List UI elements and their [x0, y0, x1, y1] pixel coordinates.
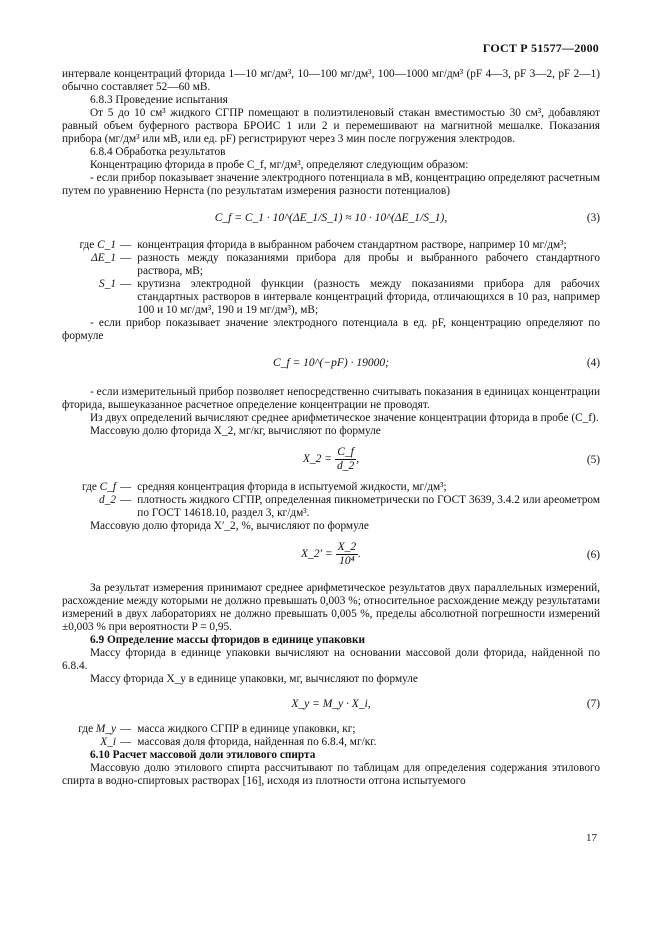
section-6-9-title: 6.9 Определение массы фторидов в единице упаковки [90, 634, 365, 646]
section-6-8-3-text: От 5 до 10 см³ жидкого СГПР помещают в полиэтиленовый стакан вместимостью 30 см³, добавляют равный объем буферного раствора БРОИС 1 или 2 и перемешивают на магнитной мешалке. Показания прибора (мг/дм³ или мВ, или ед. pF) регистрируют через 3 мин после погружения электродов. [62, 107, 600, 145]
formula-4-number: (4) [586, 357, 600, 369]
formula-6-number: (6) [586, 549, 600, 561]
section-6-10-title: 6.10 Расчет массовой доли этилового спирта [90, 749, 316, 761]
formula-7-definitions [62, 723, 376, 749]
definition-row: X_i — массовая доля фторида, найденная по 6.8.4, мг/кг. [100, 736, 377, 748]
definition-text: плотность жидкого СГПР, определенная пикнометрически по ГОСТ 3639, 3.4.2 или ареометром по ГОСТ 14618.10, раздел 3, кг/дм³. [137, 494, 600, 519]
formula-3-number: (3) [586, 212, 600, 224]
definition-symbol: M_y [95, 723, 116, 735]
definition-symbol: X_i [100, 736, 116, 748]
formula-3-definitions [62, 239, 600, 317]
definition-symbol: ΔE_1 [91, 252, 116, 264]
definition-row: где C_1 — концентрация фторида в выбранном рабочем стандартном растворе, например 10 мг/дм³; [62, 239, 600, 252]
definition-symbol: S_1 [99, 278, 116, 290]
formula-7-expression: X_y = M_y · X_i, [291, 698, 371, 710]
definition-symbol: d_2 [99, 494, 116, 506]
bullet-mv: - если прибор показывает значение электродного потенциала в мВ, концентрацию определяют расчетным путем по уравнению Нернста (по результатам измерения разности потенциалов) [62, 172, 600, 197]
section-6-8-3-title: 6.8.3 Проведение испытания [90, 94, 228, 106]
definition-text: разность между показаниями прибора для пробы и выбранного рабочего стандартного раствора, мВ; [137, 252, 600, 277]
document-id: ГОСТ Р 51577—2000 [482, 41, 599, 55]
formula-7-number: (7) [586, 698, 600, 710]
formula-7 [62, 698, 600, 711]
definition-text: крутизна электродной функции (разность между показаниями прибора для рабочих стандартных растворов в интервале концентраций фторида, отличающихся в 10 раз, например 100 и 10 мг/дм³, 190 и 19 мг/дм³), мВ; [137, 278, 600, 316]
definition-row: где M_y — масса жидкого СГПР в единице упаковки, кг; [62, 723, 376, 736]
definition-symbol: C_f [99, 481, 116, 493]
formula-5-definitions [62, 481, 600, 520]
section-6-9-text: Массу фторида в единице упаковки вычисляют на основании массовой доли фторида, найденной по 6.8.4. [62, 647, 600, 672]
definition-row: S_1 — крутизна электродной функции (разность между показаниями прибора для рабочих стандартных растворов в интервале концентраций фторида, отличающихся в 10 раз, например 100 и 10 мг/дм³, 190 и 19 мг/дм³), мВ; [99, 278, 600, 316]
bullet-direct: - если измерительный прибор позволяет непосредственно считывать показания в единицах концентрации фторида, вышеуказанное расчетное определение концентрации не проводят. [62, 386, 600, 411]
fraction: $\frac{X\_2}{\text{10⁴}}$ [337, 541, 357, 567]
definition-text: концентрация фторида в выбранном рабочем стандартном растворе, например 10 мг/дм³; [137, 239, 567, 251]
section-6-10-text: Массовую долю этилового спирта рассчитывают по таблицам для определения содержания этилового спирта в водно-спиртовых растворах [16], исходя из плотности отгона испытуемого [62, 762, 600, 787]
x2-prime-intro: Массовую долю фторида X′_2, %, вычисляют по формуле [90, 520, 369, 532]
average-text: Из двух определений вычисляют среднее арифметическое значение концентрации фторида в пробе (C_f). [90, 412, 599, 424]
page-number: 17 [586, 832, 597, 844]
formula-5: X_2 = $\frac{C\_f}{d\_2}$ , (5) [302, 446, 600, 472]
page-content [62, 68, 600, 788]
definition-text: массовая доля фторида, найденная по 6.8.4, мг/кг. [137, 736, 377, 748]
section-6-8-4-title: 6.8.4 Обработка результатов [90, 146, 226, 158]
definition-text: средняя концентрация фторида в испытуемой жидкости, мг/дм³; [137, 481, 447, 493]
x2-intro: Массовую долю фторида X_2, мг/кг, вычисляют по формуле [90, 425, 381, 437]
bullet-pf: - если прибор показывает значение электродного потенциала в ед. pF, концентрацию определяют по формуле [62, 317, 600, 342]
xy-intro: Массу фторида X_y в единице упаковки, мг, вычисляют по формуле [90, 673, 418, 685]
section-6-8-4-intro: Концентрацию фторида в пробе C_f, мг/дм³, определяют следующим образом: [90, 159, 469, 171]
definition-text: масса жидкого СГПР в единице упаковки, кг; [137, 723, 356, 735]
formula-5-number: (5) [586, 454, 600, 466]
definition-row: ΔE_1 — разность между показаниями прибора для пробы и выбранного рабочего стандартного раствора, мВ; [91, 252, 600, 277]
formula-3-expression: C_f = C_1 · 10^(ΔE_1/S_1) ≈ 10 · 10^(ΔE_1/S_1), [214, 212, 448, 224]
result-text: За результат измерения принимают среднее арифметическое результатов двух параллельных измерений, расхождение между которыми не должно превышать 0,003 %; относительное расхождение между результатами измерений в двух лабораториях не должно превышать 0,005 %, пределы абсолютной погрешности измерений ±0,003 % при вероятности P = 0,95. [62, 582, 600, 633]
definition-row: где C_f — средняя концентрация фторида в испытуемой жидкости, мг/дм³; [62, 481, 600, 494]
formula-6: X_2′ = $\frac{X\_2}{\text{10⁴}}$ . (6) [301, 541, 600, 567]
formula-4 [62, 357, 600, 370]
definition-symbol: C_1 [97, 239, 116, 251]
paragraph-continuation: интервале концентраций фторида 1—10 мг/дм³, 10—100 мг/дм³, 100—1000 мг/дм³ (pF 4—3, pF 3—2, pF 2—1) обычно составляет 52—60 мВ. [62, 68, 600, 93]
fraction: $\frac{C\_f}{d\_2}$ [336, 446, 355, 472]
definition-row: d_2 — плотность жидкого СГПР, определенная пикнометрически по ГОСТ 3639, 3.4.2 или ареометром по ГОСТ 14618.10, раздел 3, кг/дм³. [99, 494, 600, 519]
formula-3 [62, 212, 600, 225]
formula-4-expression: C_f = 10^(−pF) · 19000; [273, 357, 389, 369]
